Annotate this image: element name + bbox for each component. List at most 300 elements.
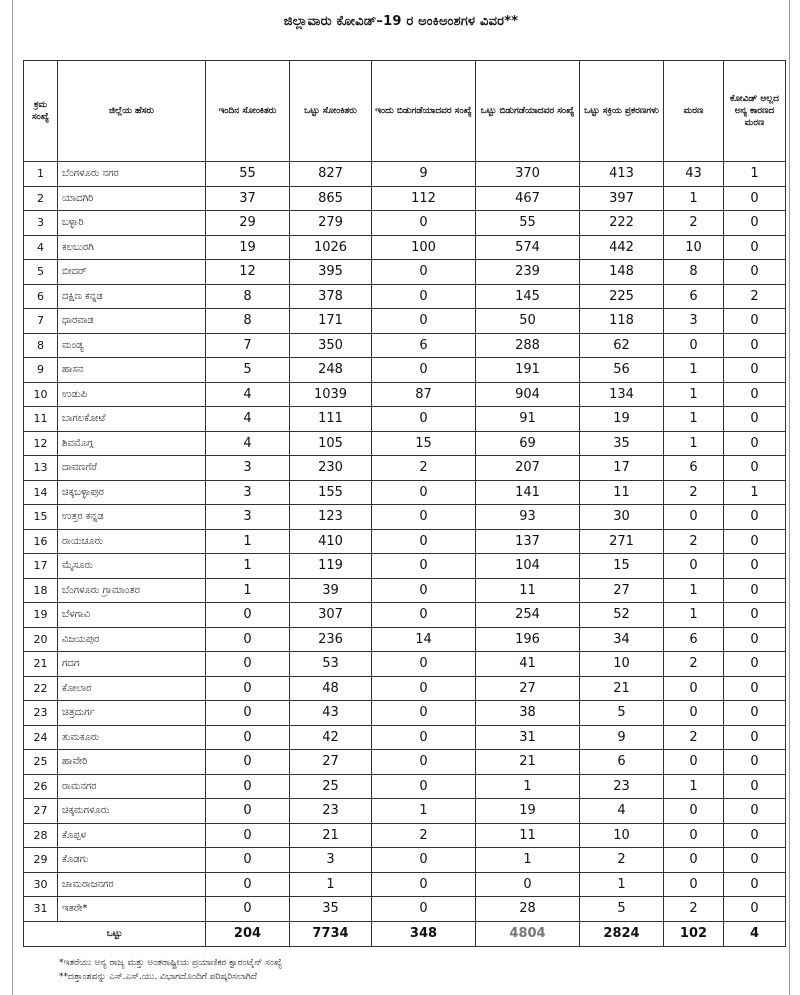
document-title: ಜಿಲ್ಲಾವಾರು ಕೋವಿಡ್–19 ರ ಅಂಕಿಅಂಶಗಳ ವಿವರ** xyxy=(283,14,519,29)
cell-district: ಬಾಗಲಕೋಟೆ xyxy=(58,407,206,432)
cell-today-discharged: 0 xyxy=(372,676,476,701)
cell-today-cases: 4 xyxy=(206,407,290,432)
footnote-data-revision: **ದತ್ತಾಂಶವನ್ನು ಎಸ್.ಎಸ್.ಯು. ವಿಭಾಗದೊಂದಿಗೆ ಪರಿಷ್ಕರಿಸಲಾಗಿದೆ xyxy=(59,972,257,982)
cell-total-cases: 105 xyxy=(290,431,372,456)
cell-today-discharged: 0 xyxy=(372,211,476,236)
table-row xyxy=(24,529,786,554)
cell-today-discharged: 2 xyxy=(372,823,476,848)
cell-total-discharged: 239 xyxy=(476,260,580,285)
cell-today-cases: 0 xyxy=(206,848,290,873)
cell-deaths: 2 xyxy=(664,211,724,236)
cell-non-covid-deaths: 0 xyxy=(724,676,786,701)
header-serial: ಕ್ರಮ ಸಂಖ್ಯೆ xyxy=(24,61,58,162)
cell-deaths: 3 xyxy=(664,309,724,334)
cell-serial: 16 xyxy=(24,529,58,554)
cell-serial: 24 xyxy=(24,725,58,750)
cell-total-discharged: 19 xyxy=(476,799,580,824)
cell-total-cases: 1 xyxy=(290,872,372,897)
cell-total-cases: 279 xyxy=(290,211,372,236)
cell-active-cases: 271 xyxy=(580,529,664,554)
cell-deaths: 0 xyxy=(664,799,724,824)
cell-today-discharged: 1 xyxy=(372,799,476,824)
total-discharged: 4804 xyxy=(476,921,580,946)
cell-total-cases: 27 xyxy=(290,750,372,775)
cell-total-discharged: 104 xyxy=(476,554,580,579)
cell-non-covid-deaths: 0 xyxy=(724,578,786,603)
cell-non-covid-deaths: 0 xyxy=(724,407,786,432)
cell-non-covid-deaths: 0 xyxy=(724,211,786,236)
cell-active-cases: 15 xyxy=(580,554,664,579)
cell-district: ಕೊಪ್ಪಳ xyxy=(58,823,206,848)
cell-deaths: 2 xyxy=(664,480,724,505)
cell-today-discharged: 0 xyxy=(372,603,476,628)
cell-total-cases: 230 xyxy=(290,456,372,481)
cell-non-covid-deaths: 0 xyxy=(724,848,786,873)
cell-today-discharged: 0 xyxy=(372,529,476,554)
cell-total-cases: 395 xyxy=(290,260,372,285)
cell-district: ಕಲಬುರಗಿ xyxy=(58,235,206,260)
cell-total-discharged: 145 xyxy=(476,284,580,309)
cell-non-covid-deaths: 0 xyxy=(724,235,786,260)
table-row xyxy=(24,162,786,187)
cell-today-discharged: 0 xyxy=(372,260,476,285)
cell-active-cases: 5 xyxy=(580,701,664,726)
cell-today-cases: 1 xyxy=(206,529,290,554)
cell-today-discharged: 0 xyxy=(372,872,476,897)
cell-today-discharged: 0 xyxy=(372,284,476,309)
cell-total-discharged: 1 xyxy=(476,774,580,799)
table-row xyxy=(24,431,786,456)
cell-deaths: 0 xyxy=(664,333,724,358)
cell-total-discharged: 191 xyxy=(476,358,580,383)
header-today-cases: ಇಂದಿನ ಸೋಂಕಿತರು xyxy=(206,61,290,162)
cell-total-cases: 3 xyxy=(290,848,372,873)
cell-district: ಚಿಕ್ಕಮಗಳೂರು xyxy=(58,799,206,824)
cell-district: ರಾಮನಗರ xyxy=(58,774,206,799)
cell-deaths: 1 xyxy=(664,382,724,407)
cell-today-discharged: 0 xyxy=(372,578,476,603)
cell-non-covid-deaths: 0 xyxy=(724,382,786,407)
cell-serial: 21 xyxy=(24,652,58,677)
cell-today-cases: 0 xyxy=(206,652,290,677)
cell-deaths: 8 xyxy=(664,260,724,285)
cell-district: ಹಾಸನ xyxy=(58,358,206,383)
cell-district: ಕೋಲಾರ xyxy=(58,676,206,701)
total-deaths: 102 xyxy=(664,921,724,946)
total-non-covid-deaths: 4 xyxy=(724,921,786,946)
cell-serial: 17 xyxy=(24,554,58,579)
cell-district: ರಾಯಚೂರು xyxy=(58,529,206,554)
cell-district: ಉತ್ತರ ಕನ್ನಡ xyxy=(58,505,206,530)
cell-active-cases: 19 xyxy=(580,407,664,432)
footnote-others: *ಇತರೆಯು ಅನ್ಯ ರಾಜ್ಯ ಮತ್ತು ಅಂತರಾಷ್ಟ್ರೀಯ ಪ್ರಯಾಣಿಕರ ಕ್ವಾರಂಟೈನ್ ಸಂಖ್ಯೆ xyxy=(59,958,283,968)
cell-active-cases: 17 xyxy=(580,456,664,481)
cell-non-covid-deaths: 1 xyxy=(724,480,786,505)
table-row xyxy=(24,603,786,628)
cell-deaths: 1 xyxy=(664,431,724,456)
cell-active-cases: 10 xyxy=(580,823,664,848)
table-header-row xyxy=(24,61,786,162)
cell-today-cases: 7 xyxy=(206,333,290,358)
cell-non-covid-deaths: 0 xyxy=(724,725,786,750)
cell-total-cases: 155 xyxy=(290,480,372,505)
cell-serial: 20 xyxy=(24,627,58,652)
cell-deaths: 2 xyxy=(664,897,724,922)
cell-today-discharged: 0 xyxy=(372,554,476,579)
cell-district: ಚಾಮರಾಜನಗರ xyxy=(58,872,206,897)
cell-deaths: 0 xyxy=(664,701,724,726)
cell-district: ವಿಜಯಪುರ xyxy=(58,627,206,652)
cell-today-cases: 19 xyxy=(206,235,290,260)
cell-total-discharged: 91 xyxy=(476,407,580,432)
cell-district: ಯಾದಗಿರಿ xyxy=(58,186,206,211)
table-row xyxy=(24,211,786,236)
cell-today-cases: 0 xyxy=(206,701,290,726)
cell-district: ದಾವಣಗೆರೆ xyxy=(58,456,206,481)
header-active-cases: ಒಟ್ಟು ಸಕ್ರಿಯ ಪ್ರಕರಣಗಳು xyxy=(580,61,664,162)
cell-today-discharged: 0 xyxy=(372,848,476,873)
cell-active-cases: 148 xyxy=(580,260,664,285)
cell-deaths: 2 xyxy=(664,725,724,750)
cell-active-cases: 27 xyxy=(580,578,664,603)
table-row xyxy=(24,872,786,897)
table-row xyxy=(24,186,786,211)
table-row xyxy=(24,284,786,309)
cell-total-discharged: 574 xyxy=(476,235,580,260)
cell-total-cases: 48 xyxy=(290,676,372,701)
cell-total-cases: 39 xyxy=(290,578,372,603)
cell-total-cases: 410 xyxy=(290,529,372,554)
cell-deaths: 1 xyxy=(664,603,724,628)
cell-total-discharged: 93 xyxy=(476,505,580,530)
cell-total-cases: 42 xyxy=(290,725,372,750)
table-row xyxy=(24,725,786,750)
cell-active-cases: 5 xyxy=(580,897,664,922)
document-page xyxy=(12,0,790,995)
table-row xyxy=(24,799,786,824)
cell-total-cases: 23 xyxy=(290,799,372,824)
table-row xyxy=(24,235,786,260)
cell-today-cases: 0 xyxy=(206,627,290,652)
cell-today-cases: 12 xyxy=(206,260,290,285)
cell-deaths: 43 xyxy=(664,162,724,187)
cell-active-cases: 1 xyxy=(580,872,664,897)
cell-today-discharged: 0 xyxy=(372,701,476,726)
cell-serial: 31 xyxy=(24,897,58,922)
cell-serial: 9 xyxy=(24,358,58,383)
cell-today-cases: 4 xyxy=(206,382,290,407)
cell-non-covid-deaths: 0 xyxy=(724,603,786,628)
cell-non-covid-deaths: 0 xyxy=(724,897,786,922)
cell-total-cases: 1026 xyxy=(290,235,372,260)
cell-serial: 29 xyxy=(24,848,58,873)
cell-non-covid-deaths: 0 xyxy=(724,823,786,848)
cell-today-discharged: 87 xyxy=(372,382,476,407)
cell-total-discharged: 1 xyxy=(476,848,580,873)
table-row xyxy=(24,554,786,579)
cell-district: ಧಾರವಾಡ xyxy=(58,309,206,334)
cell-active-cases: 11 xyxy=(580,480,664,505)
cell-non-covid-deaths: 0 xyxy=(724,358,786,383)
cell-non-covid-deaths: 0 xyxy=(724,750,786,775)
cell-total-discharged: 69 xyxy=(476,431,580,456)
cell-active-cases: 34 xyxy=(580,627,664,652)
cell-total-discharged: 31 xyxy=(476,725,580,750)
cell-today-cases: 55 xyxy=(206,162,290,187)
district-covid-table xyxy=(23,60,786,947)
table-row xyxy=(24,456,786,481)
cell-today-discharged: 0 xyxy=(372,407,476,432)
cell-non-covid-deaths: 0 xyxy=(724,652,786,677)
cell-deaths: 0 xyxy=(664,750,724,775)
cell-deaths: 1 xyxy=(664,407,724,432)
cell-active-cases: 10 xyxy=(580,652,664,677)
cell-total-discharged: 137 xyxy=(476,529,580,554)
cell-total-cases: 123 xyxy=(290,505,372,530)
cell-deaths: 1 xyxy=(664,578,724,603)
cell-district: ದಕ್ಷಿಣ ಕನ್ನಡ xyxy=(58,284,206,309)
cell-total-discharged: 370 xyxy=(476,162,580,187)
cell-non-covid-deaths: 0 xyxy=(724,529,786,554)
cell-serial: 30 xyxy=(24,872,58,897)
cell-today-discharged: 2 xyxy=(372,456,476,481)
table-row xyxy=(24,897,786,922)
cell-active-cases: 397 xyxy=(580,186,664,211)
cell-today-discharged: 6 xyxy=(372,333,476,358)
cell-serial: 18 xyxy=(24,578,58,603)
cell-today-cases: 4 xyxy=(206,431,290,456)
table-body xyxy=(24,162,786,922)
cell-total-cases: 171 xyxy=(290,309,372,334)
header-non-covid-deaths: ಕೋವಿಡ್ ಅಲ್ಲದ ಅನ್ಯ ಕಾರಣದ ಮರಣ xyxy=(724,61,786,162)
cell-total-discharged: 28 xyxy=(476,897,580,922)
cell-deaths: 0 xyxy=(664,823,724,848)
cell-serial: 3 xyxy=(24,211,58,236)
cell-district: ಗದಗ xyxy=(58,652,206,677)
cell-total-discharged: 21 xyxy=(476,750,580,775)
cell-active-cases: 9 xyxy=(580,725,664,750)
table-row xyxy=(24,701,786,726)
cell-deaths: 2 xyxy=(664,652,724,677)
table-row xyxy=(24,750,786,775)
cell-total-discharged: 11 xyxy=(476,823,580,848)
header-district: ಜಿಲ್ಲೆಯ ಹೆಸರು xyxy=(58,61,206,162)
cell-active-cases: 118 xyxy=(580,309,664,334)
header-today-discharged: ಇಂದು ಬಿಡುಗಡೆಯಾದವರ ಸಂಖ್ಯೆ xyxy=(372,61,476,162)
cell-today-discharged: 112 xyxy=(372,186,476,211)
cell-today-cases: 8 xyxy=(206,309,290,334)
cell-today-cases: 8 xyxy=(206,284,290,309)
cell-active-cases: 413 xyxy=(580,162,664,187)
total-row xyxy=(24,921,786,946)
cell-serial: 10 xyxy=(24,382,58,407)
cell-today-discharged: 0 xyxy=(372,652,476,677)
cell-total-cases: 53 xyxy=(290,652,372,677)
cell-deaths: 0 xyxy=(664,872,724,897)
cell-total-discharged: 141 xyxy=(476,480,580,505)
cell-today-cases: 0 xyxy=(206,676,290,701)
cell-non-covid-deaths: 0 xyxy=(724,260,786,285)
cell-non-covid-deaths: 1 xyxy=(724,162,786,187)
cell-non-covid-deaths: 2 xyxy=(724,284,786,309)
total-cases: 7734 xyxy=(290,921,372,946)
cell-active-cases: 56 xyxy=(580,358,664,383)
table-row xyxy=(24,333,786,358)
cell-total-discharged: 196 xyxy=(476,627,580,652)
table-row xyxy=(24,823,786,848)
cell-total-cases: 307 xyxy=(290,603,372,628)
cell-deaths: 10 xyxy=(664,235,724,260)
cell-active-cases: 225 xyxy=(580,284,664,309)
cell-total-cases: 865 xyxy=(290,186,372,211)
footnotes xyxy=(59,956,282,984)
cell-today-cases: 1 xyxy=(206,554,290,579)
cell-total-discharged: 0 xyxy=(476,872,580,897)
cell-non-covid-deaths: 0 xyxy=(724,456,786,481)
cell-total-discharged: 55 xyxy=(476,211,580,236)
cell-total-cases: 43 xyxy=(290,701,372,726)
cell-district: ಹಾವೇರಿ xyxy=(58,750,206,775)
cell-serial: 19 xyxy=(24,603,58,628)
cell-serial: 13 xyxy=(24,456,58,481)
header-total-cases: ಒಟ್ಟು ಸೋಂಕಿತರು xyxy=(290,61,372,162)
table-row xyxy=(24,652,786,677)
table-row xyxy=(24,382,786,407)
cell-total-discharged: 50 xyxy=(476,309,580,334)
cell-today-discharged: 0 xyxy=(372,480,476,505)
cell-today-cases: 1 xyxy=(206,578,290,603)
cell-serial: 1 xyxy=(24,162,58,187)
cell-total-cases: 827 xyxy=(290,162,372,187)
cell-deaths: 2 xyxy=(664,529,724,554)
table-row xyxy=(24,774,786,799)
cell-serial: 23 xyxy=(24,701,58,726)
cell-total-discharged: 27 xyxy=(476,676,580,701)
cell-deaths: 6 xyxy=(664,627,724,652)
cell-active-cases: 442 xyxy=(580,235,664,260)
cell-today-discharged: 100 xyxy=(372,235,476,260)
cell-total-cases: 25 xyxy=(290,774,372,799)
cell-total-cases: 119 xyxy=(290,554,372,579)
cell-non-covid-deaths: 0 xyxy=(724,627,786,652)
cell-today-discharged: 0 xyxy=(372,309,476,334)
cell-today-cases: 0 xyxy=(206,799,290,824)
cell-serial: 28 xyxy=(24,823,58,848)
cell-serial: 15 xyxy=(24,505,58,530)
cell-today-discharged: 15 xyxy=(372,431,476,456)
cell-today-discharged: 0 xyxy=(372,725,476,750)
cell-active-cases: 222 xyxy=(580,211,664,236)
cell-today-discharged: 0 xyxy=(372,897,476,922)
cell-district: ಚಿತ್ರದುರ್ಗ xyxy=(58,701,206,726)
cell-active-cases: 52 xyxy=(580,603,664,628)
cell-district: ಮಂಡ್ಯ xyxy=(58,333,206,358)
table-row xyxy=(24,309,786,334)
cell-non-covid-deaths: 0 xyxy=(724,701,786,726)
cell-deaths: 0 xyxy=(664,848,724,873)
cell-active-cases: 35 xyxy=(580,431,664,456)
total-today-discharged: 348 xyxy=(372,921,476,946)
cell-total-discharged: 467 xyxy=(476,186,580,211)
cell-serial: 5 xyxy=(24,260,58,285)
cell-district: ಬೆಳಗಾವಿ xyxy=(58,603,206,628)
cell-district: ತುಮಕೂರು xyxy=(58,725,206,750)
table-row xyxy=(24,480,786,505)
cell-total-discharged: 904 xyxy=(476,382,580,407)
cell-today-discharged: 0 xyxy=(372,774,476,799)
table-row xyxy=(24,260,786,285)
cell-total-discharged: 11 xyxy=(476,578,580,603)
table-row xyxy=(24,578,786,603)
cell-serial: 26 xyxy=(24,774,58,799)
cell-deaths: 1 xyxy=(664,186,724,211)
cell-deaths: 1 xyxy=(664,774,724,799)
cell-active-cases: 30 xyxy=(580,505,664,530)
cell-serial: 11 xyxy=(24,407,58,432)
cell-deaths: 0 xyxy=(664,505,724,530)
header-total-discharged: ಒಟ್ಟು ಬಿಡುಗಡೆಯಾದವರ ಸಂಖ್ಯೆ xyxy=(476,61,580,162)
cell-district: ಬಳ್ಳಾರಿ xyxy=(58,211,206,236)
cell-active-cases: 134 xyxy=(580,382,664,407)
cell-today-cases: 37 xyxy=(206,186,290,211)
cell-active-cases: 6 xyxy=(580,750,664,775)
cell-today-cases: 5 xyxy=(206,358,290,383)
cell-non-covid-deaths: 0 xyxy=(724,309,786,334)
cell-total-cases: 1039 xyxy=(290,382,372,407)
cell-non-covid-deaths: 0 xyxy=(724,774,786,799)
cell-district: ಉಡುಪಿ xyxy=(58,382,206,407)
cell-serial: 25 xyxy=(24,750,58,775)
cell-district: ಇತರೇ* xyxy=(58,897,206,922)
cell-total-discharged: 254 xyxy=(476,603,580,628)
cell-total-cases: 21 xyxy=(290,823,372,848)
cell-deaths: 1 xyxy=(664,358,724,383)
table-row xyxy=(24,627,786,652)
cell-district: ಬೀದರ್ xyxy=(58,260,206,285)
cell-today-cases: 0 xyxy=(206,897,290,922)
cell-district: ಮೈಸೂರು xyxy=(58,554,206,579)
cell-serial: 7 xyxy=(24,309,58,334)
total-label: ಒಟ್ಟು xyxy=(24,921,206,946)
cell-district: ಬೆಂಗಳೂರು ಗ್ರಾಮಾಂತರ xyxy=(58,578,206,603)
cell-deaths: 6 xyxy=(664,284,724,309)
cell-district: ಕೊಡಗು xyxy=(58,848,206,873)
cell-deaths: 0 xyxy=(664,676,724,701)
cell-district: ಬೆಂಗಳೂರು ನಗರ xyxy=(58,162,206,187)
cell-active-cases: 2 xyxy=(580,848,664,873)
cell-today-cases: 3 xyxy=(206,505,290,530)
cell-today-cases: 3 xyxy=(206,480,290,505)
cell-serial: 22 xyxy=(24,676,58,701)
cell-serial: 4 xyxy=(24,235,58,260)
cell-non-covid-deaths: 0 xyxy=(724,505,786,530)
cell-active-cases: 21 xyxy=(580,676,664,701)
cell-non-covid-deaths: 0 xyxy=(724,799,786,824)
cell-serial: 14 xyxy=(24,480,58,505)
table-row xyxy=(24,505,786,530)
cell-non-covid-deaths: 0 xyxy=(724,554,786,579)
cell-district: ಚಿಕ್ಕಬಳ್ಳಾಪುರ xyxy=(58,480,206,505)
cell-deaths: 6 xyxy=(664,456,724,481)
cell-today-discharged: 14 xyxy=(372,627,476,652)
cell-serial: 2 xyxy=(24,186,58,211)
cell-total-discharged: 41 xyxy=(476,652,580,677)
cell-active-cases: 4 xyxy=(580,799,664,824)
cell-active-cases: 23 xyxy=(580,774,664,799)
cell-total-cases: 236 xyxy=(290,627,372,652)
cell-total-cases: 350 xyxy=(290,333,372,358)
cell-today-discharged: 0 xyxy=(372,750,476,775)
